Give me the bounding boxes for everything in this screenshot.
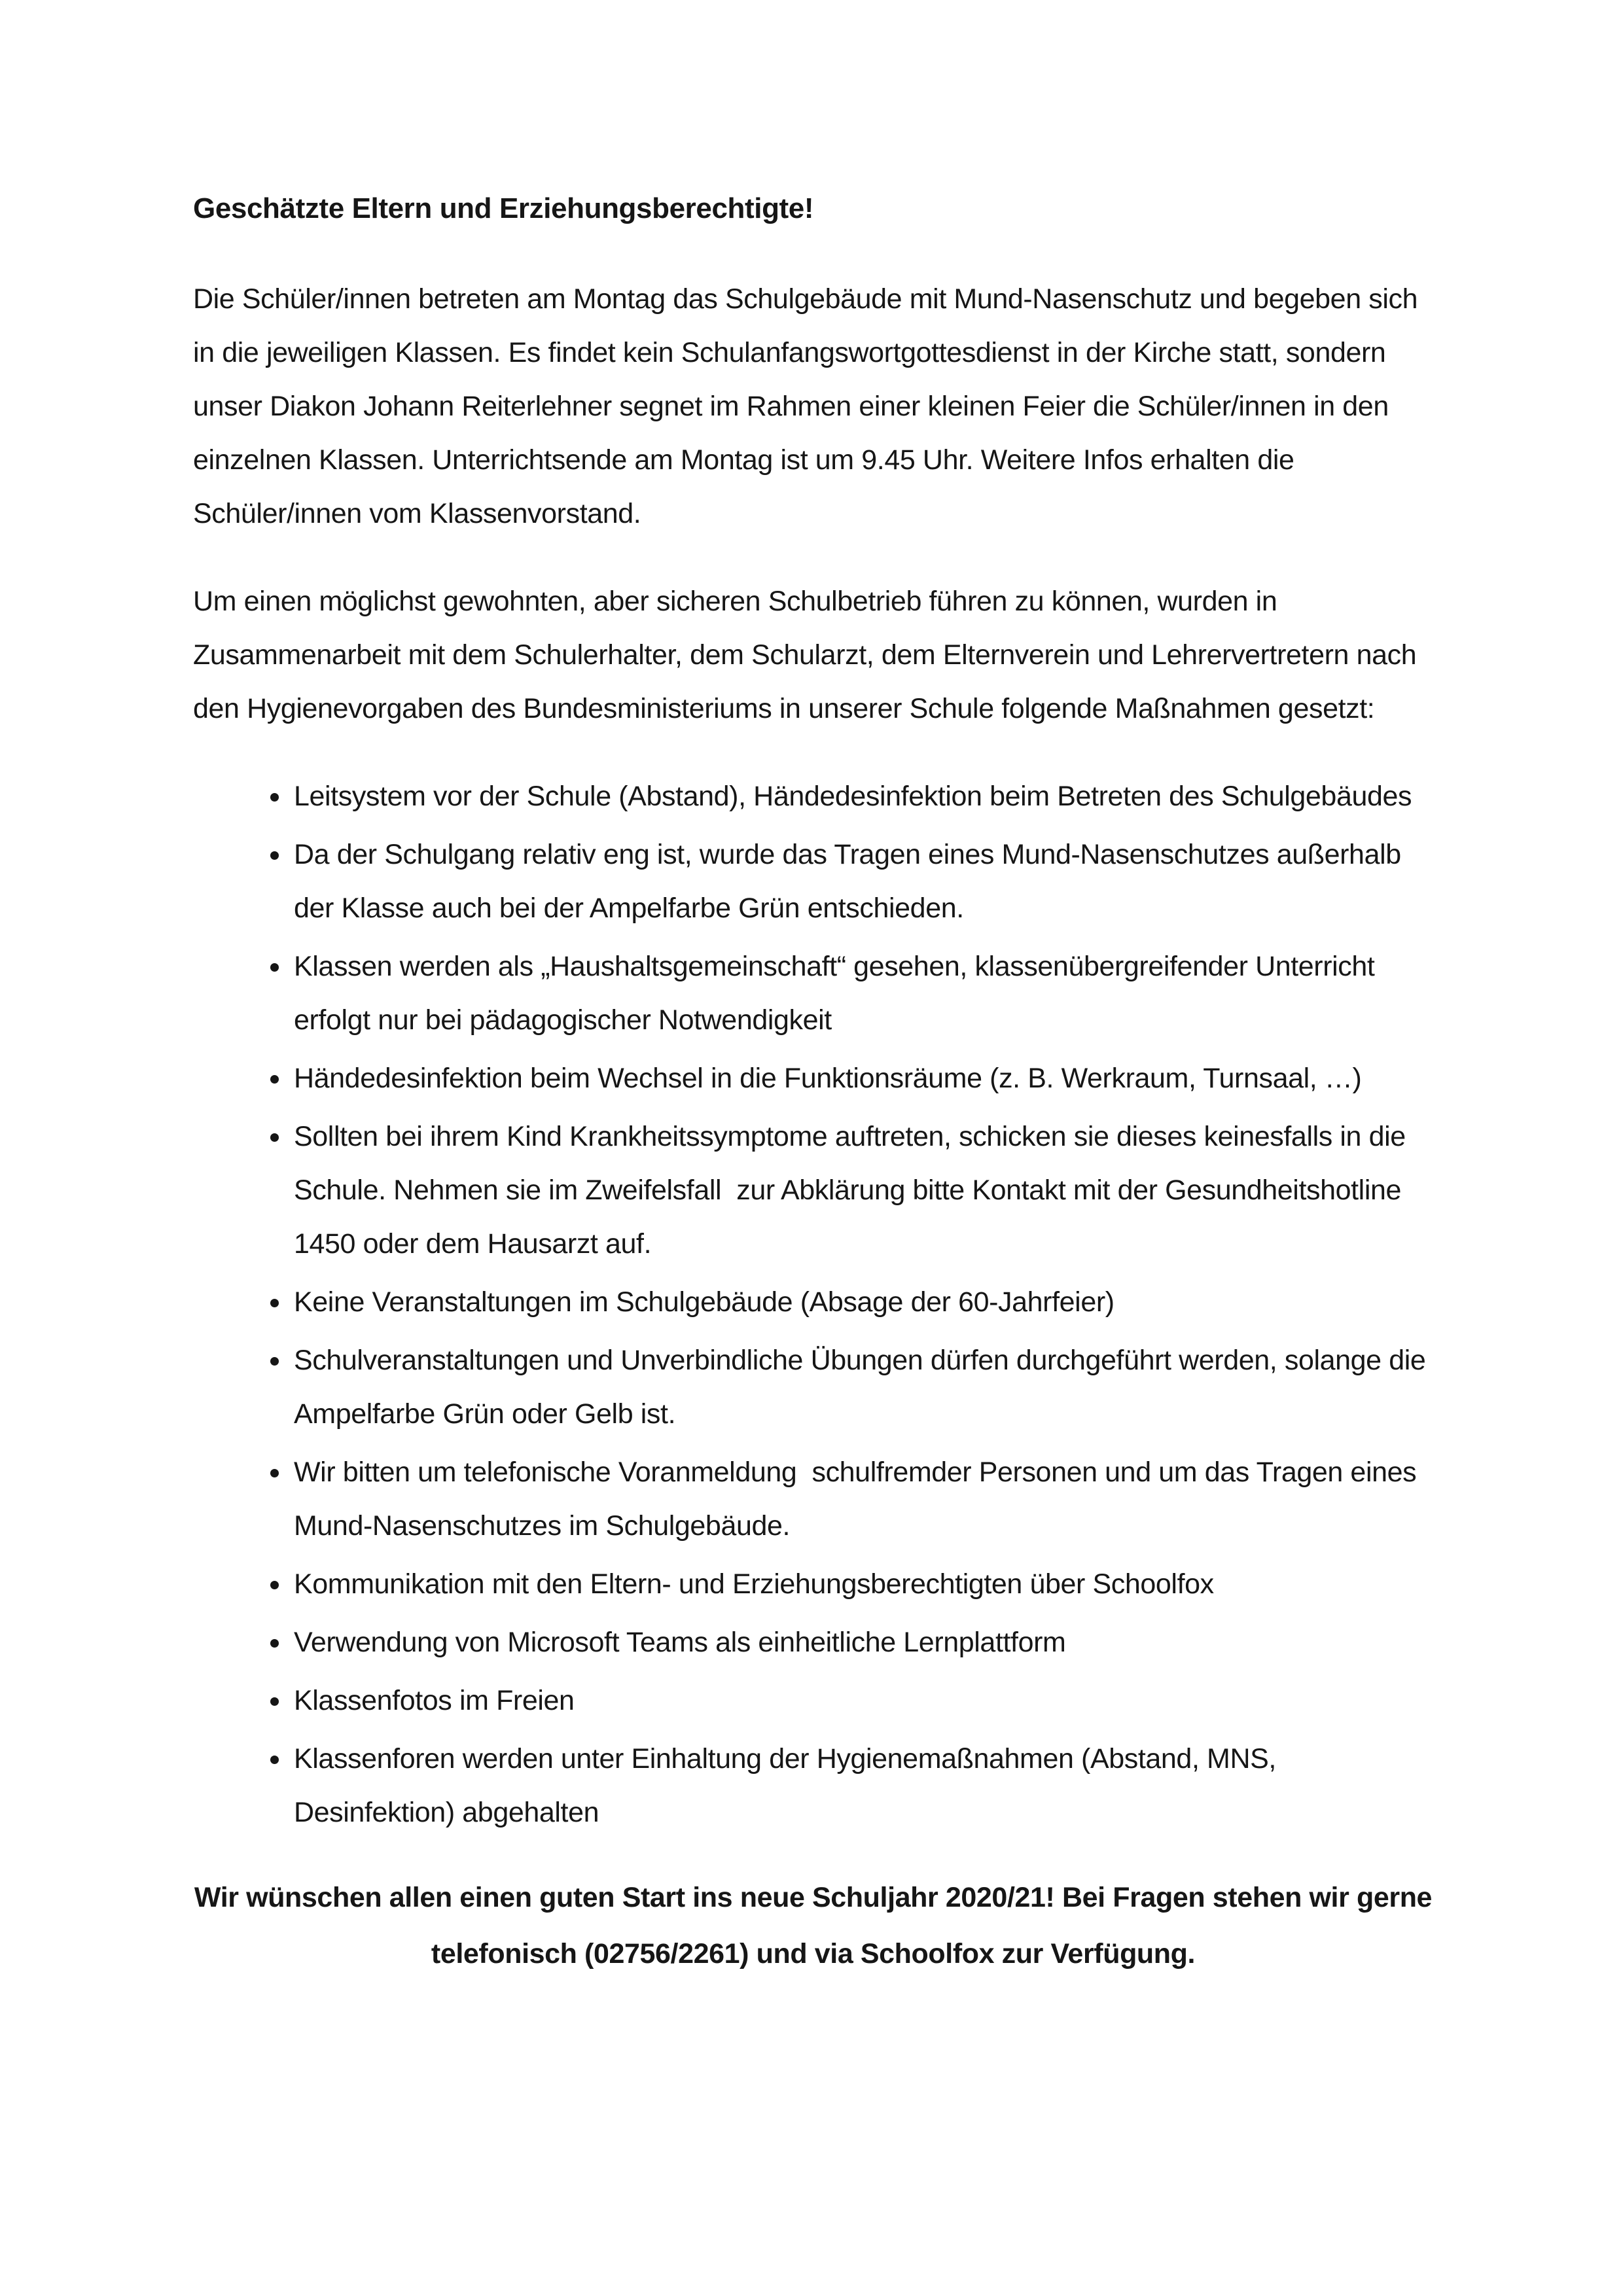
closing-paragraph: Wir wünschen allen einen guten Start ins neue Schuljahr 2020/21! Bei Fragen stehen wir gerne telefonisch (02756/2261) und via Schoolfox zur Verfügung. [194, 1882, 1433, 1969]
list-item-haendedesinfektion: • Händedesinfektion beim Wechsel in die Funktionsräume (z. B. Werkraum, Turnsaal, …) [291, 1051, 1433, 1105]
paragraph-measures-intro: Um einen möglichst gewohnten, aber sicheren Schulbetrieb führen zu können, wurden in Zusammenarbeit mit dem Schulerhalter, dem Schularzt, dem Elternverein und Lehrervertretern nach den Hygienevorgaben des Bundesministeriums in unserer Schule folgende Maßnahmen gesetzt: [193, 586, 1417, 724]
document-heading: Geschätzte Eltern und Erziehungsberechtigte! [193, 192, 814, 224]
paragraph-monday-info: Die Schüler/innen betreten am Montag das Schulgebäude mit Mund-Nasenschutz und begeben sich in die jeweiligen Klassen. Es findet kein Schulanfangswortgottesdienst in der Kirche statt, sondern unser Diakon Johann Reiterlehner segnet im Rahmen einer kleinen Feier die Schüler/innen in den einzelnen Klassen. Unterrichtsende am Montag ist um 9.45 Uhr. Weitere Infos erhalten die Schüler/innen vom Klassenvorstand. [193, 283, 1418, 529]
list-item-klassenfotos: • Klassenfotos im Freien [291, 1674, 1433, 1727]
list-item-keine-veranstaltungen: • Keine Veranstaltungen im Schulgebäude (Absage der 60-Jahrfeier) [291, 1275, 1433, 1329]
list-item-microsoft-teams: • Verwendung von Microsoft Teams als einheitliche Lernplattform [291, 1616, 1433, 1669]
list-item-schoolfox: • Kommunikation mit den Eltern- und Erziehungsberechtigten über Schoolfox [291, 1557, 1433, 1611]
list-item-haushaltsgemeinschaft: • Klassen werden als „Haushaltsgemeinschaft“ gesehen, klassenübergreifender Unterricht erfolgt nur bei pädagogischer Notwendigkeit [291, 940, 1433, 1047]
list-item-leitsystem: • Leitsystem vor der Schule (Abstand), Händedesinfektion beim Betreten des Schulgebäudes [291, 769, 1433, 823]
list-item-schulveranstaltungen: • Schulveranstaltungen und Unverbindliche Übungen dürfen durchgeführt werden, solange die Ampelfarbe Grün oder Gelb ist. [291, 1333, 1433, 1441]
list-item-voranmeldung: • Wir bitten um telefonische Voranmeldung schulfremder Personen und um das Tragen eines Mund-Nasenschutzes im Schulgebäude. [291, 1445, 1433, 1553]
list-item-klassenforen: • Klassenforen werden unter Einhaltung der Hygienemaßnahmen (Abstand, MNS, Desinfektion) abgehalten [291, 1732, 1433, 1839]
list-item-krankheitssymptome: • Sollten bei ihrem Kind Krankheitssymptome auftreten, schicken sie dieses keinesfalls in die Schule. Nehmen sie im Zweifelsfall zur Abklärung bitte Kontakt mit der Gesundheitshotline 1450 oder dem Hausarzt auf. [291, 1110, 1433, 1271]
measures-list [193, 769, 1433, 1839]
list-item-schulgang-mns: • Da der Schulgang relativ eng ist, wurde das Tragen eines Mund-Nasenschutzes außerhalb der Klasse auch bei der Ampelfarbe Grün entschieden. [291, 828, 1433, 935]
